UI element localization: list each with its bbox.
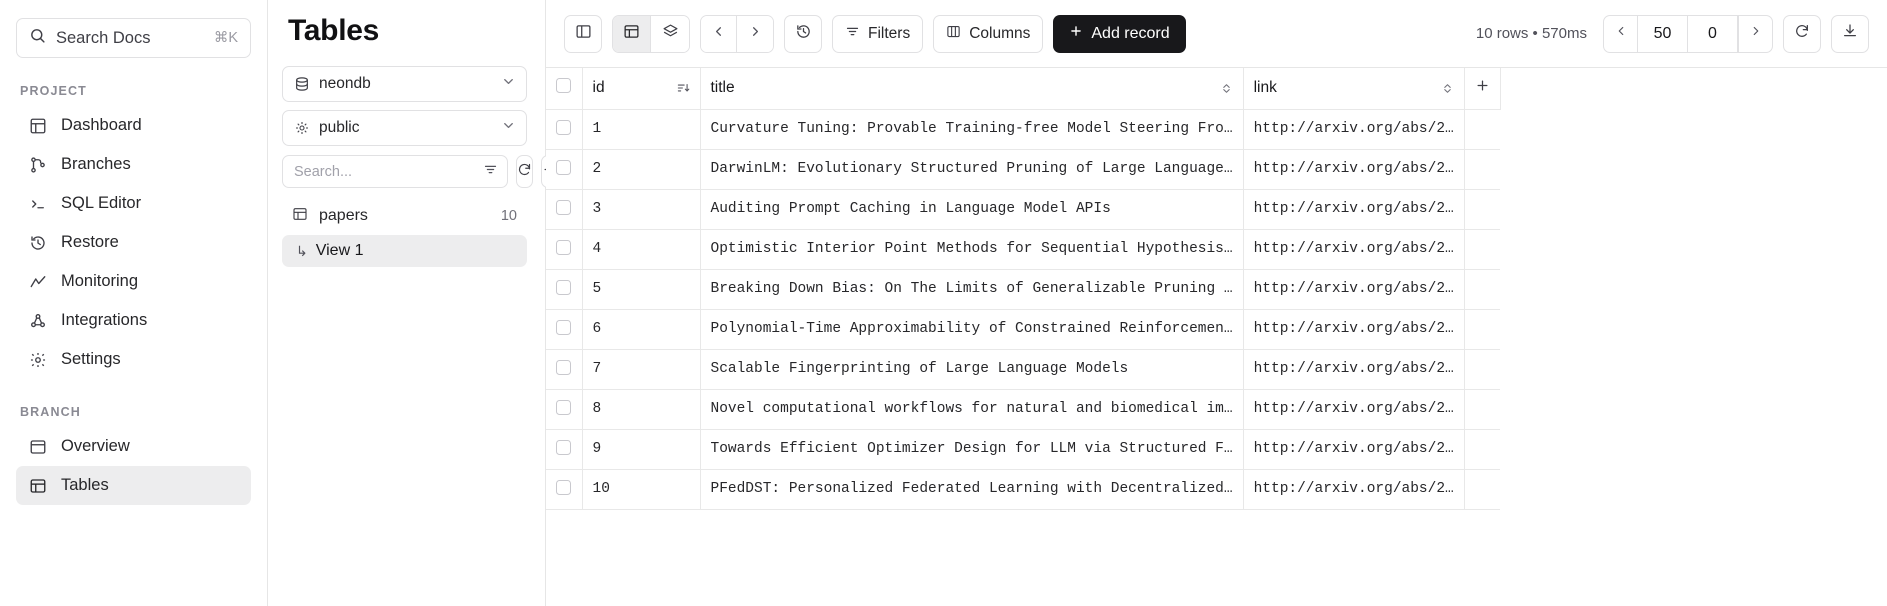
row-end-cell (1464, 189, 1500, 229)
row-select-cell[interactable] (546, 269, 582, 309)
table-row-count: 10 (500, 208, 517, 224)
database-select[interactable] (282, 66, 527, 102)
cell-link[interactable]: http://arxiv.org/abs/2… (1243, 109, 1464, 149)
cell-link[interactable]: http://arxiv.org/abs/2… (1243, 229, 1464, 269)
add-record-label: Add record (1091, 24, 1170, 42)
row-end-cell (1464, 429, 1500, 469)
table-row[interactable] (546, 189, 1500, 229)
chevron-down-icon (501, 74, 516, 94)
branches-icon (28, 155, 47, 174)
page-nav (700, 15, 774, 53)
table-icon (292, 206, 308, 227)
row-select-cell[interactable] (546, 229, 582, 269)
sidebar-item-label: Monitoring (61, 272, 139, 290)
sidebar-group-label-project: PROJECT (20, 84, 87, 98)
chevron-left-icon (711, 24, 726, 44)
cell-title[interactable]: Optimistic Interior Point Methods for Sequential Hypothesis… (700, 229, 1243, 269)
row-checkbox[interactable] (556, 120, 571, 135)
column-header-title[interactable] (700, 68, 1243, 109)
chevron-right-icon (1749, 24, 1763, 43)
sidebar-item-dashboard[interactable] (16, 106, 251, 145)
rows-info-label: 10 rows • 570ms (1475, 25, 1587, 42)
chevron-right-icon (748, 24, 763, 44)
database-select-value: neondb (319, 75, 371, 92)
add-column-button[interactable] (1464, 68, 1500, 109)
monitoring-icon (28, 272, 47, 291)
row-checkbox[interactable] (556, 480, 571, 495)
search-docs-shortcut: ⌘K (213, 30, 238, 46)
cell-id[interactable]: 7 (582, 349, 700, 389)
filters-label: Filters (868, 24, 911, 42)
row-select-cell[interactable] (546, 389, 582, 429)
cell-title[interactable]: Novel computational workflows for natural and biomedical im… (700, 389, 1243, 429)
filter-icon[interactable] (483, 162, 498, 182)
sidebar-item-sql-editor[interactable] (16, 184, 251, 223)
row-select-cell[interactable] (546, 189, 582, 229)
columns-icon (946, 24, 961, 44)
cell-link[interactable]: http://arxiv.org/abs/2… (1243, 429, 1464, 469)
search-input[interactable] (292, 163, 483, 181)
settings-icon (28, 350, 47, 369)
sidebar-item-settings[interactable] (16, 340, 251, 379)
row-checkbox[interactable] (556, 360, 571, 375)
table-row[interactable] (546, 269, 1500, 309)
cell-title[interactable]: DarwinLM: Evolutionary Structured Pruning of Large Language… (700, 149, 1243, 189)
integrations-icon (28, 311, 47, 330)
row-select-cell[interactable] (546, 349, 582, 389)
cell-title[interactable]: Breaking Down Bias: On The Limits of Generalizable Pruning … (700, 269, 1243, 309)
plus-icon (1069, 24, 1083, 43)
refresh-button[interactable] (1783, 15, 1821, 53)
table-row[interactable] (546, 309, 1500, 349)
cell-title[interactable]: PFedDST: Personalized Federated Learning with Decentralized… (700, 469, 1243, 509)
column-header-label: link (1253, 79, 1277, 97)
table-row[interactable] (546, 149, 1500, 189)
columns-label: Columns (969, 24, 1031, 42)
data-grid (546, 68, 1887, 606)
table-row[interactable] (546, 429, 1500, 469)
add-record-button[interactable] (1053, 15, 1185, 53)
row-checkbox[interactable] (556, 240, 571, 255)
table-tree-item-papers[interactable] (282, 199, 527, 233)
cell-title[interactable]: Scalable Fingerprinting of Large Language Models (700, 349, 1243, 389)
row-select-cell[interactable] (546, 109, 582, 149)
filter-icon (845, 24, 860, 44)
search-docs-button[interactable] (16, 18, 251, 58)
sidebar-item-label: Settings (61, 350, 121, 368)
schema-select-value: public (319, 119, 360, 136)
toolbar-right-group (1476, 15, 1869, 53)
cell-link[interactable]: http://arxiv.org/abs/2… (1243, 269, 1464, 309)
cell-id[interactable]: 5 (582, 269, 700, 309)
sidebar-item-branches[interactable] (16, 145, 251, 184)
view-mode-layers[interactable] (651, 16, 689, 52)
cell-title[interactable]: Auditing Prompt Caching in Language Model APIs (700, 189, 1243, 229)
column-header-link[interactable] (1243, 68, 1464, 109)
page-prev-button[interactable] (701, 16, 737, 52)
schema-icon (293, 120, 310, 137)
sidebar-toggle-button[interactable] (564, 15, 602, 53)
branch-arrow-icon: ↳ (296, 242, 308, 259)
table-row[interactable] (546, 389, 1500, 429)
cell-link[interactable]: http://arxiv.org/abs/2… (1243, 189, 1464, 229)
limit-offset-group (1603, 15, 1773, 53)
view-item-view-1[interactable] (282, 235, 527, 267)
view-mode-switch (612, 15, 690, 53)
table-row[interactable] (546, 229, 1500, 269)
table-row[interactable] (546, 109, 1500, 149)
sidebar-item-label: SQL Editor (61, 194, 142, 212)
sidebar-group-label-branch: BRANCH (20, 405, 81, 419)
sidebar-item-monitoring[interactable] (16, 262, 251, 301)
table-header-row (546, 68, 1500, 109)
search-icon (29, 27, 46, 49)
records-table (546, 68, 1501, 510)
cell-id[interactable]: 3 (582, 189, 700, 229)
row-checkbox[interactable] (556, 320, 571, 335)
row-checkbox[interactable] (556, 200, 571, 215)
database-icon (293, 76, 310, 93)
sidebar-item-label: Branches (61, 155, 131, 173)
row-select-cell[interactable] (546, 429, 582, 469)
sidebar-item-label: Overview (61, 437, 130, 455)
sort-asc-icon[interactable] (676, 81, 690, 95)
table-toolbar (546, 0, 1887, 68)
view-item-label: View 1 (315, 242, 364, 259)
row-end-cell (1464, 309, 1500, 349)
sql-editor-icon (28, 194, 47, 213)
row-select-cell[interactable] (546, 149, 582, 189)
cell-id[interactable]: 6 (582, 309, 700, 349)
cell-id[interactable]: 10 (582, 469, 700, 509)
sidebar-item-restore[interactable] (16, 223, 251, 262)
cell-title[interactable]: Towards Efficient Optimizer Design for LLM via Structured F… (700, 429, 1243, 469)
sidebar-item-label: Restore (61, 233, 119, 251)
row-end-cell (1464, 109, 1500, 149)
filters-button[interactable] (832, 15, 923, 53)
cell-link[interactable]: http://arxiv.org/abs/2… (1243, 389, 1464, 429)
cell-link[interactable]: http://arxiv.org/abs/2… (1243, 469, 1464, 509)
cell-link[interactable]: http://arxiv.org/abs/2… (1243, 309, 1464, 349)
offset-input[interactable]: 0 (1688, 16, 1738, 52)
restore-icon (28, 233, 47, 252)
columns-button[interactable] (933, 15, 1043, 53)
sidebar-item-label: Dashboard (61, 116, 142, 134)
layers-view-icon (662, 23, 679, 45)
row-end-cell (1464, 469, 1500, 509)
row-select-cell[interactable] (546, 309, 582, 349)
refresh-icon (517, 162, 532, 182)
column-header-id[interactable] (582, 68, 700, 109)
table-body (546, 109, 1500, 509)
row-end-cell (1464, 269, 1500, 309)
row-end-cell (1464, 229, 1500, 269)
select-all-header[interactable] (546, 68, 582, 109)
row-select-cell[interactable] (546, 469, 582, 509)
table-row[interactable] (546, 469, 1500, 509)
table-tree-item-label: papers (319, 207, 368, 224)
sort-icon[interactable] (1441, 82, 1454, 95)
column-header-label: id (592, 79, 605, 97)
dashboard-icon (28, 116, 47, 135)
chevron-down-icon (501, 118, 516, 138)
left-sidebar (0, 0, 268, 606)
row-checkbox[interactable] (556, 160, 571, 175)
cell-id[interactable]: 9 (582, 429, 700, 469)
table-row[interactable] (546, 349, 1500, 389)
sort-icon[interactable] (1220, 82, 1233, 95)
panel-toggle-icon (575, 23, 592, 45)
cell-link[interactable]: http://arxiv.org/abs/2… (1243, 349, 1464, 389)
main-content (546, 0, 1887, 606)
overview-icon (28, 437, 47, 456)
cell-id[interactable]: 1 (582, 109, 700, 149)
page-next-button[interactable] (737, 16, 773, 52)
sidebar-item-label: Tables (61, 476, 109, 494)
download-button[interactable] (1831, 15, 1869, 53)
tables-icon (28, 476, 47, 495)
grid-view-icon (623, 23, 640, 45)
cell-id[interactable]: 8 (582, 389, 700, 429)
chevron-left-icon (1614, 24, 1628, 43)
search-docs-label: Search Docs (56, 28, 151, 47)
search-field[interactable] (282, 155, 508, 188)
cell-title[interactable]: Curvature Tuning: Provable Training-free Model Steering Fro… (700, 109, 1243, 149)
plus-icon (1475, 80, 1490, 97)
row-end-cell (1464, 349, 1500, 389)
limit-next-button[interactable] (1738, 16, 1772, 52)
cell-id[interactable]: 4 (582, 229, 700, 269)
cell-link[interactable]: http://arxiv.org/abs/2… (1243, 149, 1464, 189)
history-button[interactable] (784, 15, 822, 53)
select-all-checkbox[interactable] (556, 78, 571, 93)
panel-refresh-button[interactable] (516, 155, 533, 188)
column-header-label: title (710, 79, 735, 97)
cell-id[interactable]: 2 (582, 149, 700, 189)
cell-title[interactable]: Polynomial-Time Approximability of Constrained Reinforcemen… (700, 309, 1243, 349)
refresh-icon (1794, 23, 1810, 44)
row-checkbox[interactable] (556, 400, 571, 415)
sidebar-item-label: Integrations (61, 311, 148, 329)
sidebar-item-overview[interactable] (16, 427, 251, 466)
sidebar-item-tables[interactable] (16, 466, 251, 505)
sidebar-item-integrations[interactable] (16, 301, 251, 340)
schema-select[interactable] (282, 110, 527, 146)
page-title: Tables (288, 14, 380, 47)
history-icon (795, 23, 812, 45)
panel-search-row (282, 155, 527, 188)
tables-panel (268, 0, 546, 606)
download-icon (1842, 23, 1858, 44)
row-checkbox[interactable] (556, 280, 571, 295)
limit-prev-button[interactable] (1604, 16, 1638, 52)
row-checkbox[interactable] (556, 440, 571, 455)
view-mode-grid[interactable] (613, 16, 651, 52)
row-end-cell (1464, 149, 1500, 189)
row-end-cell (1464, 389, 1500, 429)
limit-input[interactable]: 50 (1638, 16, 1688, 52)
